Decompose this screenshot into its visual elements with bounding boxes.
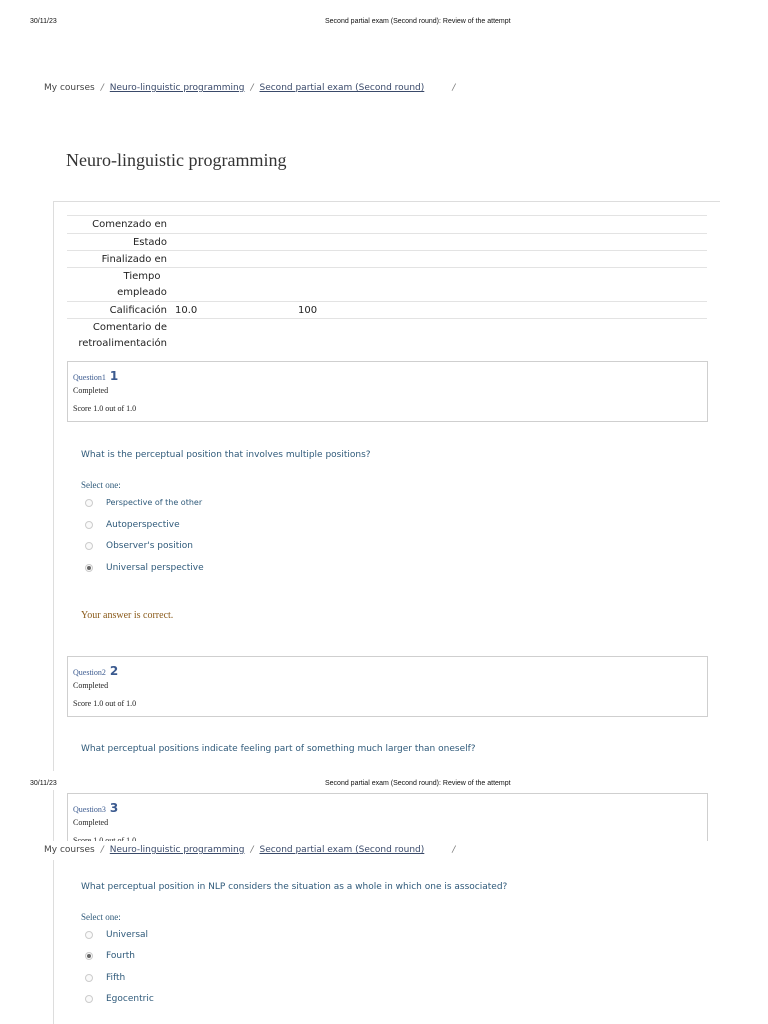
answer-option-selected[interactable] — [85, 563, 204, 573]
answer-option[interactable] — [85, 520, 180, 530]
print-title: Second partial exam (Second round): Review of the attempt — [325, 780, 511, 787]
answer-option[interactable] — [85, 994, 154, 1004]
radio-button[interactable] — [85, 521, 93, 529]
summary-row — [67, 215, 707, 233]
summary-label: Calificación — [109, 305, 167, 316]
radio-button-selected[interactable] — [85, 564, 93, 572]
question-text: What perceptual positions indicate feeling part of something much larger than oneself? — [81, 744, 476, 754]
question-score: Score 1.0 out of 1.0 — [73, 699, 137, 708]
breadcrumb-separator: / — [100, 845, 104, 855]
breadcrumb-separator: / — [250, 845, 254, 855]
option-label: Fifth — [106, 973, 126, 983]
breadcrumb-separator: / — [452, 83, 456, 93]
option-label: Observer's position — [106, 541, 193, 551]
answer-option[interactable] — [85, 973, 125, 983]
print-title: Second partial exam (Second round): Review of the attempt — [325, 18, 511, 25]
answer-option[interactable] — [85, 498, 202, 507]
radio-button[interactable] — [85, 974, 93, 982]
breadcrumb-exam-link[interactable]: Second partial exam (Second round) — [259, 83, 425, 93]
select-one-label: Select one: — [81, 480, 121, 490]
option-label: Fourth — [106, 951, 135, 961]
radio-button[interactable] — [85, 499, 93, 507]
option-label: Perspective of the other — [106, 498, 203, 507]
question-score: Score 1.0 out of 1.0 — [73, 404, 137, 413]
radio-button-selected[interactable] — [85, 952, 93, 960]
breadcrumb-course-link[interactable]: Neuro-linguistic programming — [109, 845, 245, 855]
breadcrumb-course-link[interactable]: Neuro-linguistic programming — [109, 83, 245, 93]
question-info-box — [67, 656, 708, 717]
summary-row — [67, 318, 707, 353]
summary-label: Comentario de retroalimentación — [78, 322, 167, 349]
question-info-box — [67, 361, 708, 422]
summary-label: Comenzado en — [92, 219, 167, 230]
summary-row — [67, 233, 707, 251]
summary-row — [67, 250, 707, 268]
card-left-border — [53, 860, 54, 1024]
breadcrumb-separator: / — [250, 83, 254, 93]
question-label: Question3 — [73, 805, 106, 814]
question-number: 2 — [109, 664, 119, 678]
option-label: Universal — [106, 930, 149, 940]
breadcrumb-my-courses[interactable]: My courses — [44, 83, 95, 93]
summary-label: Estado — [132, 237, 167, 248]
option-label: Autoperspective — [106, 520, 180, 530]
question-number: 3 — [109, 801, 119, 815]
breadcrumb — [44, 83, 461, 93]
answer-option-selected[interactable] — [85, 951, 135, 961]
question-state: Completed — [73, 386, 109, 395]
question-state: Completed — [73, 818, 109, 827]
question-number: 1 — [109, 369, 119, 383]
question-text: What is the perceptual position that involves multiple positions? — [81, 450, 371, 460]
breadcrumb-exam-link[interactable]: Second partial exam (Second round) — [259, 845, 425, 855]
breadcrumb-separator: / — [100, 83, 104, 93]
question-text: What perceptual position in NLP considers the situation as a whole in which one is associated? — [81, 882, 508, 892]
question-state: Completed — [73, 681, 109, 690]
answer-option[interactable] — [85, 930, 148, 940]
page-title: Neuro-linguistic programming — [66, 150, 287, 170]
select-one-label: Select one: — [81, 912, 121, 922]
summary-label: Finalizado en — [101, 254, 167, 265]
radio-button[interactable] — [85, 931, 93, 939]
answer-option[interactable] — [85, 541, 193, 551]
grade-value: 10.0 — [175, 305, 198, 316]
grade-percent: 100 — [298, 305, 318, 316]
radio-button[interactable] — [85, 995, 93, 1003]
question-label: Question2 — [73, 668, 106, 677]
card-left-border — [53, 201, 54, 771]
breadcrumb-separator: / — [452, 845, 456, 855]
card-top-border — [53, 201, 720, 202]
option-label: Universal perspective — [106, 563, 204, 573]
radio-button[interactable] — [85, 542, 93, 550]
answer-feedback: Your answer is correct. — [81, 610, 174, 621]
breadcrumb — [44, 845, 461, 855]
question-label: Question1 — [73, 373, 106, 382]
option-label: Egocentric — [106, 994, 154, 1004]
breadcrumb-my-courses[interactable]: My courses — [44, 845, 95, 855]
print-date: 30/11/23 — [30, 18, 57, 25]
summary-label: Tiempo empleado — [117, 271, 167, 298]
summary-row — [67, 301, 707, 319]
print-date: 30/11/23 — [30, 780, 57, 787]
summary-row — [67, 267, 707, 302]
